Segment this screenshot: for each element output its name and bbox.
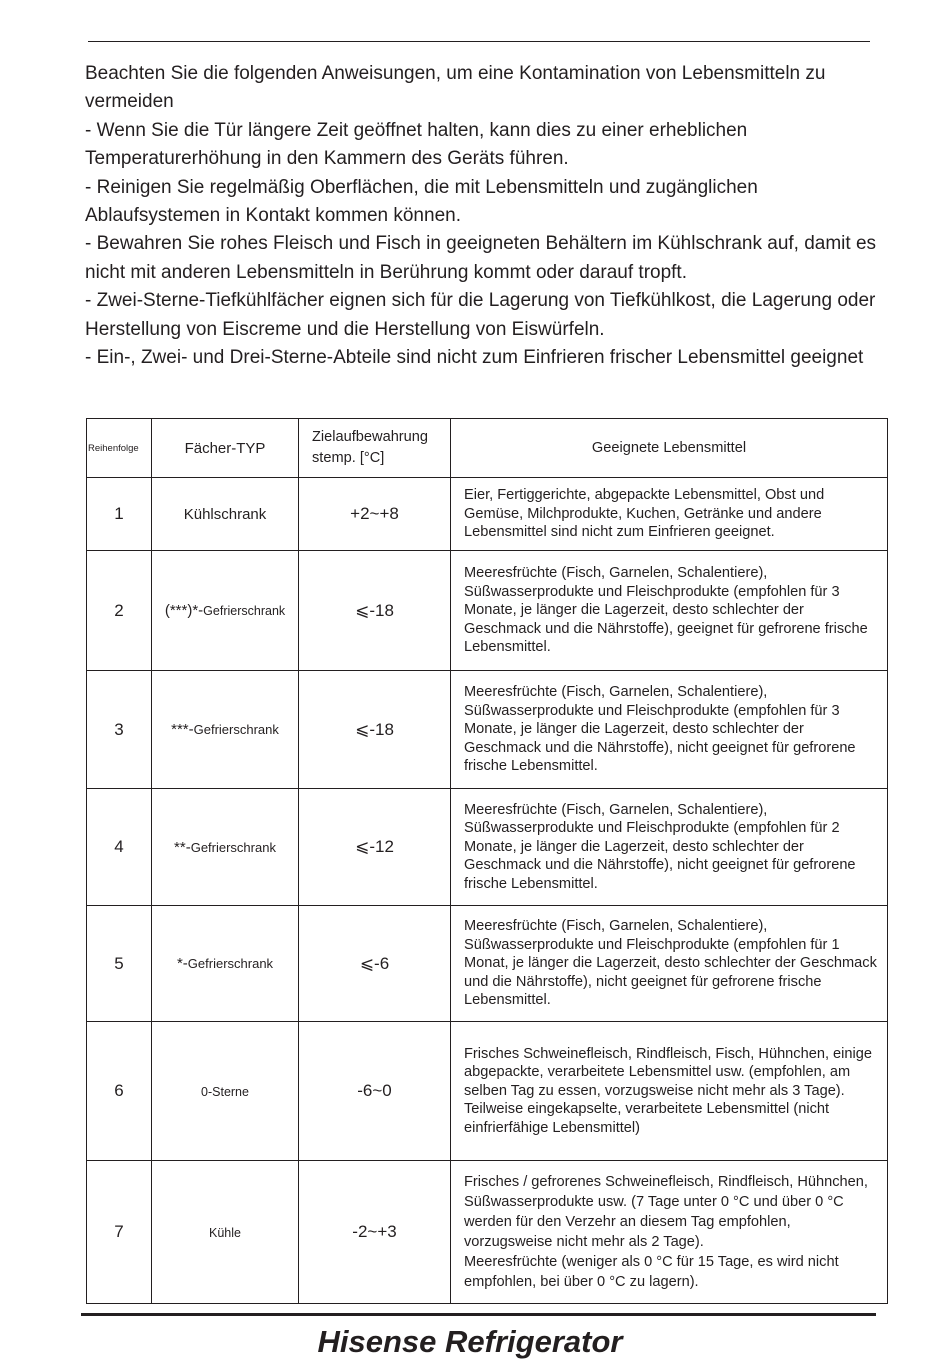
suitable-food-text: Frisches Schweinefleisch, Rindfleisch, Fisch, Hühnchen, einige abgepackte, verarbeitete Lebensmittel usw. (empfohlen, am selben Tag zu essen, vorzugsweise nicht mehr als 3 Tage). bbox=[464, 1045, 873, 1099]
type-name: Kühle bbox=[209, 1225, 241, 1240]
row-number: 7 bbox=[87, 1161, 152, 1304]
row-number: 1 bbox=[87, 478, 152, 551]
table-row bbox=[87, 906, 888, 1022]
compartment-type bbox=[152, 478, 299, 551]
type-prefix: (***)*- bbox=[164, 602, 204, 619]
instruction-star-compartments: - Ein-, Zwei- und Drei-Sterne-Abteile sind nicht zum Einfrieren frischer Lebensmittel geeignet bbox=[85, 347, 864, 369]
type-name: Gefrierschrank bbox=[187, 956, 274, 971]
table-row bbox=[87, 671, 888, 789]
suitable-food: Eier, Fertiggerichte, abgepackte Lebensmittel, Obst und Gemüse, Milchprodukte, Kuchen, Getränke und andere Lebensmittel sind nicht zum Einfrieren geeignet. bbox=[451, 478, 888, 551]
storage-temperature: ⩽-18 bbox=[299, 671, 451, 789]
storage-temperature: ⩽-6 bbox=[299, 906, 451, 1022]
compartment-type bbox=[152, 906, 299, 1022]
compartment-table bbox=[86, 418, 888, 1304]
header-temperature-line1: Zielaufbewahrung bbox=[312, 429, 429, 445]
type-prefix: *- bbox=[176, 955, 188, 972]
storage-temperature: ⩽-18 bbox=[299, 551, 451, 671]
row-number: 4 bbox=[87, 789, 152, 906]
compartment-type bbox=[152, 1161, 299, 1304]
header-temperature-line2: stemp. [°C] bbox=[312, 450, 385, 466]
compartment-type bbox=[152, 551, 299, 671]
header-order: Reihenfolge bbox=[87, 419, 152, 478]
header-type: Fächer-TYP bbox=[152, 419, 299, 478]
suitable-food: Meeresfrüchte (Fisch, Garnelen, Schalentiere), Süßwasserprodukte und Fleischprodukte (empfohlen für 3 Monate, je länger die Lagerzeit, desto schlechter der Geschmack und die Nährstoffe), nicht geeignet für gefrorene frische Lebensmittel. bbox=[451, 671, 888, 789]
instruction-two-star: - Zwei-Sterne-Tiefkühlfächer eignen sich für die Lagerung von Tiefkühlkost, die Lagerung oder Herstellung von Eiscreme und die Herstellung von Eiswürfeln. bbox=[85, 290, 876, 340]
row-number: 2 bbox=[87, 551, 152, 671]
storage-temperature: -2~+3 bbox=[299, 1161, 451, 1304]
suitable-food: Meeresfrüchte (Fisch, Garnelen, Schalentiere), Süßwasserprodukte und Fleischprodukte (empfohlen für 2 Monate, je länger die Lagerzeit, desto schlechter der Geschmack und die Nährstoffe), nicht geeignet für gefrorene frische Lebensmittel. bbox=[451, 789, 888, 906]
suitable-food: Meeresfrüchte (Fisch, Garnelen, Schalentiere), Süßwasserprodukte und Fleischprodukte (empfohlen für 3 Monate, je länger die Lagerzeit, desto schlechter der Geschmack und die Nährstoffe), geeignet für gefrorene frische Lebensmittel. bbox=[451, 551, 888, 671]
row-number: 3 bbox=[87, 671, 152, 789]
type-name: Kühlschrank bbox=[183, 505, 267, 523]
storage-temperature: ⩽-12 bbox=[299, 789, 451, 906]
suitable-food bbox=[451, 1022, 888, 1161]
table-row bbox=[87, 1161, 888, 1304]
contamination-instructions bbox=[85, 60, 885, 372]
suitable-food bbox=[451, 1161, 888, 1304]
table-row bbox=[87, 478, 888, 551]
intro-heading: Beachten Sie die folgenden Anweisungen, um eine Kontamination von Lebensmitteln zu vermeiden bbox=[85, 63, 826, 113]
top-divider bbox=[88, 41, 870, 42]
table-row bbox=[87, 789, 888, 906]
suitable-food-note: Teilweise eingekapselte, verarbeitete Lebensmittel (nicht einfrierfähige Lebensmittel) bbox=[464, 1101, 830, 1136]
type-name: Gefrierschrank bbox=[190, 839, 276, 855]
type-prefix: ***- bbox=[171, 721, 194, 738]
brand-footer bbox=[0, 1324, 950, 1360]
compartment-type bbox=[152, 1022, 299, 1161]
storage-temperature: +2~+8 bbox=[299, 478, 451, 551]
type-prefix: **- bbox=[174, 838, 191, 856]
compartment-type bbox=[152, 671, 299, 789]
type-name: 0-Sterne bbox=[201, 1084, 249, 1099]
type-name: Gefrierschrank bbox=[193, 722, 279, 737]
brand-name: Hisense Refrigerator bbox=[317, 1324, 623, 1359]
table-header-row bbox=[87, 419, 888, 478]
storage-temperature: -6~0 bbox=[299, 1022, 451, 1161]
row-number: 5 bbox=[87, 906, 152, 1022]
row-number: 6 bbox=[87, 1022, 152, 1161]
type-name: Gefrierschrank bbox=[203, 604, 286, 618]
instruction-door: - Wenn Sie die Tür längere Zeit geöffnet halten, kann dies zu einer erheblichen Temperaturerhöhung in den Kammern des Geräts führen. bbox=[85, 119, 748, 170]
table-row bbox=[87, 551, 888, 671]
table-row bbox=[87, 1022, 888, 1161]
instruction-cleaning: - Reinigen Sie regelmäßig Oberflächen, die mit Lebensmitteln und zugänglichen Ablaufsystemen in Kontakt kommen können. bbox=[85, 176, 758, 227]
instruction-raw-meat: - Bewahren Sie rohes Fleisch und Fisch in geeigneten Behältern im Kühlschrank auf, damit es nicht mit anderen Lebensmitteln in Berührung kommt oder darauf tropft. bbox=[85, 233, 877, 283]
suitable-food-text: Frisches / gefrorenes Schweinefleisch, Rindfleisch, Hühnchen, Süßwasserprodukte usw. (7 Tage unter 0 °C und über 0 °C werden für den Verzehr an diesem Tag empfohlen, vorzugsweise nicht mehr als 2 Tage). bbox=[464, 1174, 868, 1250]
suitable-food: Meeresfrüchte (Fisch, Garnelen, Schalentiere), Süßwasserprodukte und Fleischprodukte (empfohlen für 1 Monat, je länger die Lagerzeit, desto schlechter der Geschmack und die Nährstoffe), nicht geeignet für gefrorene frische Lebensmittel. bbox=[451, 906, 888, 1022]
header-temperature bbox=[299, 419, 451, 478]
compartment-type bbox=[152, 789, 299, 906]
suitable-food-note: Meeresfrüchte (weniger als 0 °C für 15 Tage, es wird nicht empfohlen, bei über 0 °C zu lagern). bbox=[464, 1254, 839, 1290]
header-food: Geeignete Lebensmittel bbox=[451, 419, 888, 478]
bottom-divider bbox=[81, 1313, 876, 1316]
